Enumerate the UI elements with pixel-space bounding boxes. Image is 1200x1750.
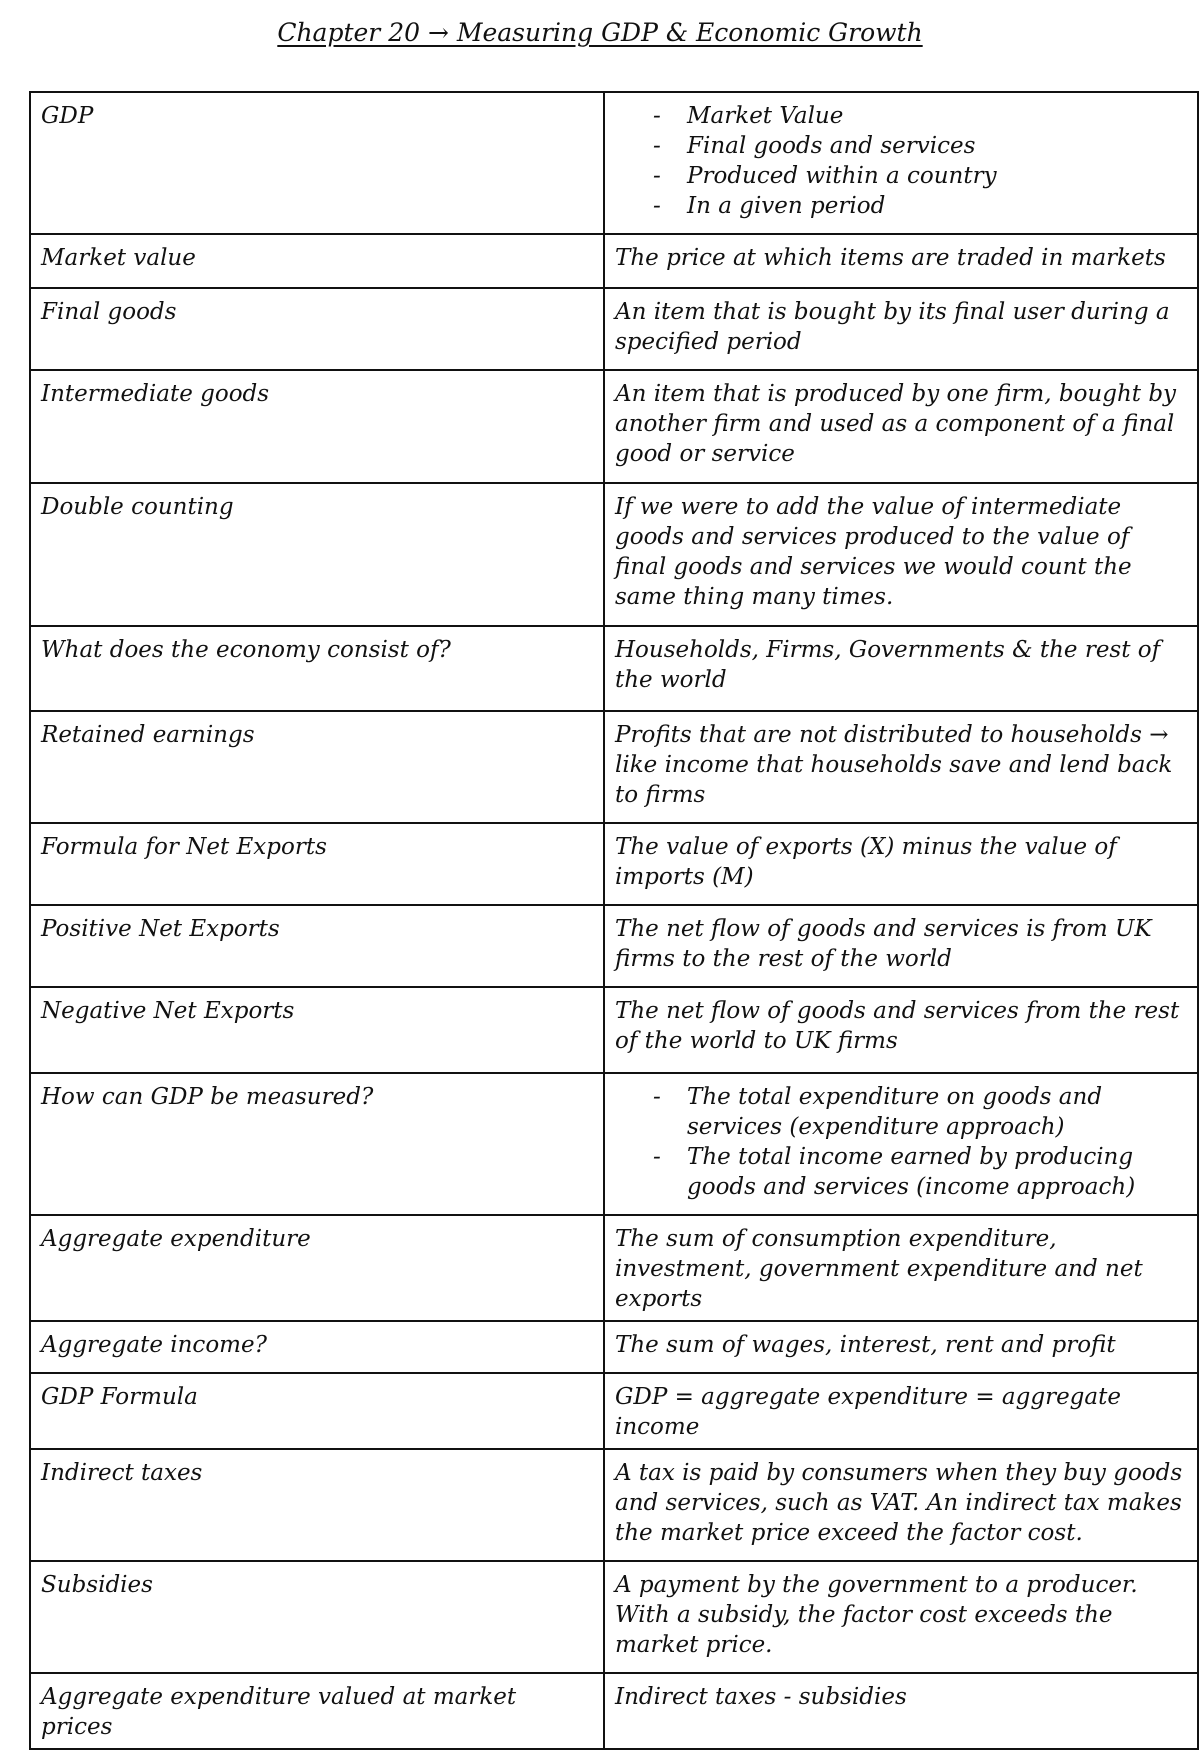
term-cell: Aggregate expenditure valued at market prices — [30, 1673, 604, 1749]
definition-cell: An item that is produced by one firm, bought by another firm and used as a component of a final good or service — [604, 370, 1198, 483]
term-cell: Subsidies — [30, 1561, 604, 1673]
term-cell: Negative Net Exports — [30, 987, 604, 1073]
glossary-body — [30, 92, 1198, 1749]
definition-cell: Profits that are not distributed to households → like income that households save and lend back to firms — [604, 711, 1198, 823]
definition-cell — [604, 92, 1198, 234]
list-item: - Final goods and services — [687, 131, 1187, 161]
table-row — [30, 905, 1198, 987]
term-cell: GDP Formula — [30, 1373, 604, 1449]
table-row — [30, 1073, 1198, 1215]
table-row — [30, 483, 1198, 626]
definition-cell: The net flow of goods and services is from UK firms to the rest of the world — [604, 905, 1198, 987]
definition-cell: The price at which items are traded in markets — [604, 234, 1198, 288]
table-row — [30, 234, 1198, 288]
definition-cell: The sum of consumption expenditure, investment, government expenditure and net exports — [604, 1215, 1198, 1321]
definition-cell: An item that is bought by its final user during a specified period — [604, 288, 1198, 370]
term-cell: Formula for Net Exports — [30, 823, 604, 905]
term-cell: Aggregate expenditure — [30, 1215, 604, 1321]
table-row — [30, 1215, 1198, 1321]
table-row — [30, 987, 1198, 1073]
definition-cell: Indirect taxes - subsidies — [604, 1673, 1198, 1749]
term-cell: GDP — [30, 92, 604, 234]
table-row — [30, 1673, 1198, 1749]
table-row — [30, 1373, 1198, 1449]
table-row — [30, 1561, 1198, 1673]
term-cell: Indirect taxes — [30, 1449, 604, 1561]
term-cell: Double counting — [30, 483, 604, 626]
term-cell: Final goods — [30, 288, 604, 370]
term-cell: Positive Net Exports — [30, 905, 604, 987]
definition-cell: GDP = aggregate expenditure = aggregate income — [604, 1373, 1198, 1449]
table-row — [30, 1449, 1198, 1561]
list-item: - The total expenditure on goods and services (expenditure approach) — [687, 1082, 1187, 1142]
term-cell: Intermediate goods — [30, 370, 604, 483]
term-cell: Market value — [30, 234, 604, 288]
list-item: - The total income earned by producing goods and services (income approach) — [687, 1142, 1187, 1202]
definition-cell: The sum of wages, interest, rent and profit — [604, 1321, 1198, 1373]
definition-cell — [604, 1073, 1198, 1215]
list-item: - Market Value — [687, 101, 1187, 131]
table-row — [30, 370, 1198, 483]
page-title: Chapter 20 → Measuring GDP & Economic Growth — [277, 18, 923, 47]
list-item: - Produced within a country — [687, 161, 1187, 191]
bullet-list — [615, 101, 1187, 221]
list-item: - In a given period — [687, 191, 1187, 221]
definition-cell: The net flow of goods and services from the rest of the world to UK firms — [604, 987, 1198, 1073]
bullet-list — [615, 1082, 1187, 1202]
table-row — [30, 626, 1198, 711]
table-row — [30, 92, 1198, 234]
definition-cell: A tax is paid by consumers when they buy goods and services, such as VAT. An indirect tax makes the market price exceed the factor cost. — [604, 1449, 1198, 1561]
definition-cell: The value of exports (X) minus the value of imports (M) — [604, 823, 1198, 905]
table-row — [30, 823, 1198, 905]
definition-cell: If we were to add the value of intermediate goods and services produced to the value of final goods and services we would count the same thing many times. — [604, 483, 1198, 626]
glossary-table — [29, 91, 1199, 1750]
term-cell: What does the economy consist of? — [30, 626, 604, 711]
table-row — [30, 711, 1198, 823]
table-row — [30, 1321, 1198, 1373]
term-cell: Aggregate income? — [30, 1321, 604, 1373]
term-cell: Retained earnings — [30, 711, 604, 823]
term-cell: How can GDP be measured? — [30, 1073, 604, 1215]
definition-cell: Households, Firms, Governments & the rest of the world — [604, 626, 1198, 711]
table-row — [30, 288, 1198, 370]
definition-cell: A payment by the government to a producer. With a subsidy, the factor cost exceeds the market price. — [604, 1561, 1198, 1673]
